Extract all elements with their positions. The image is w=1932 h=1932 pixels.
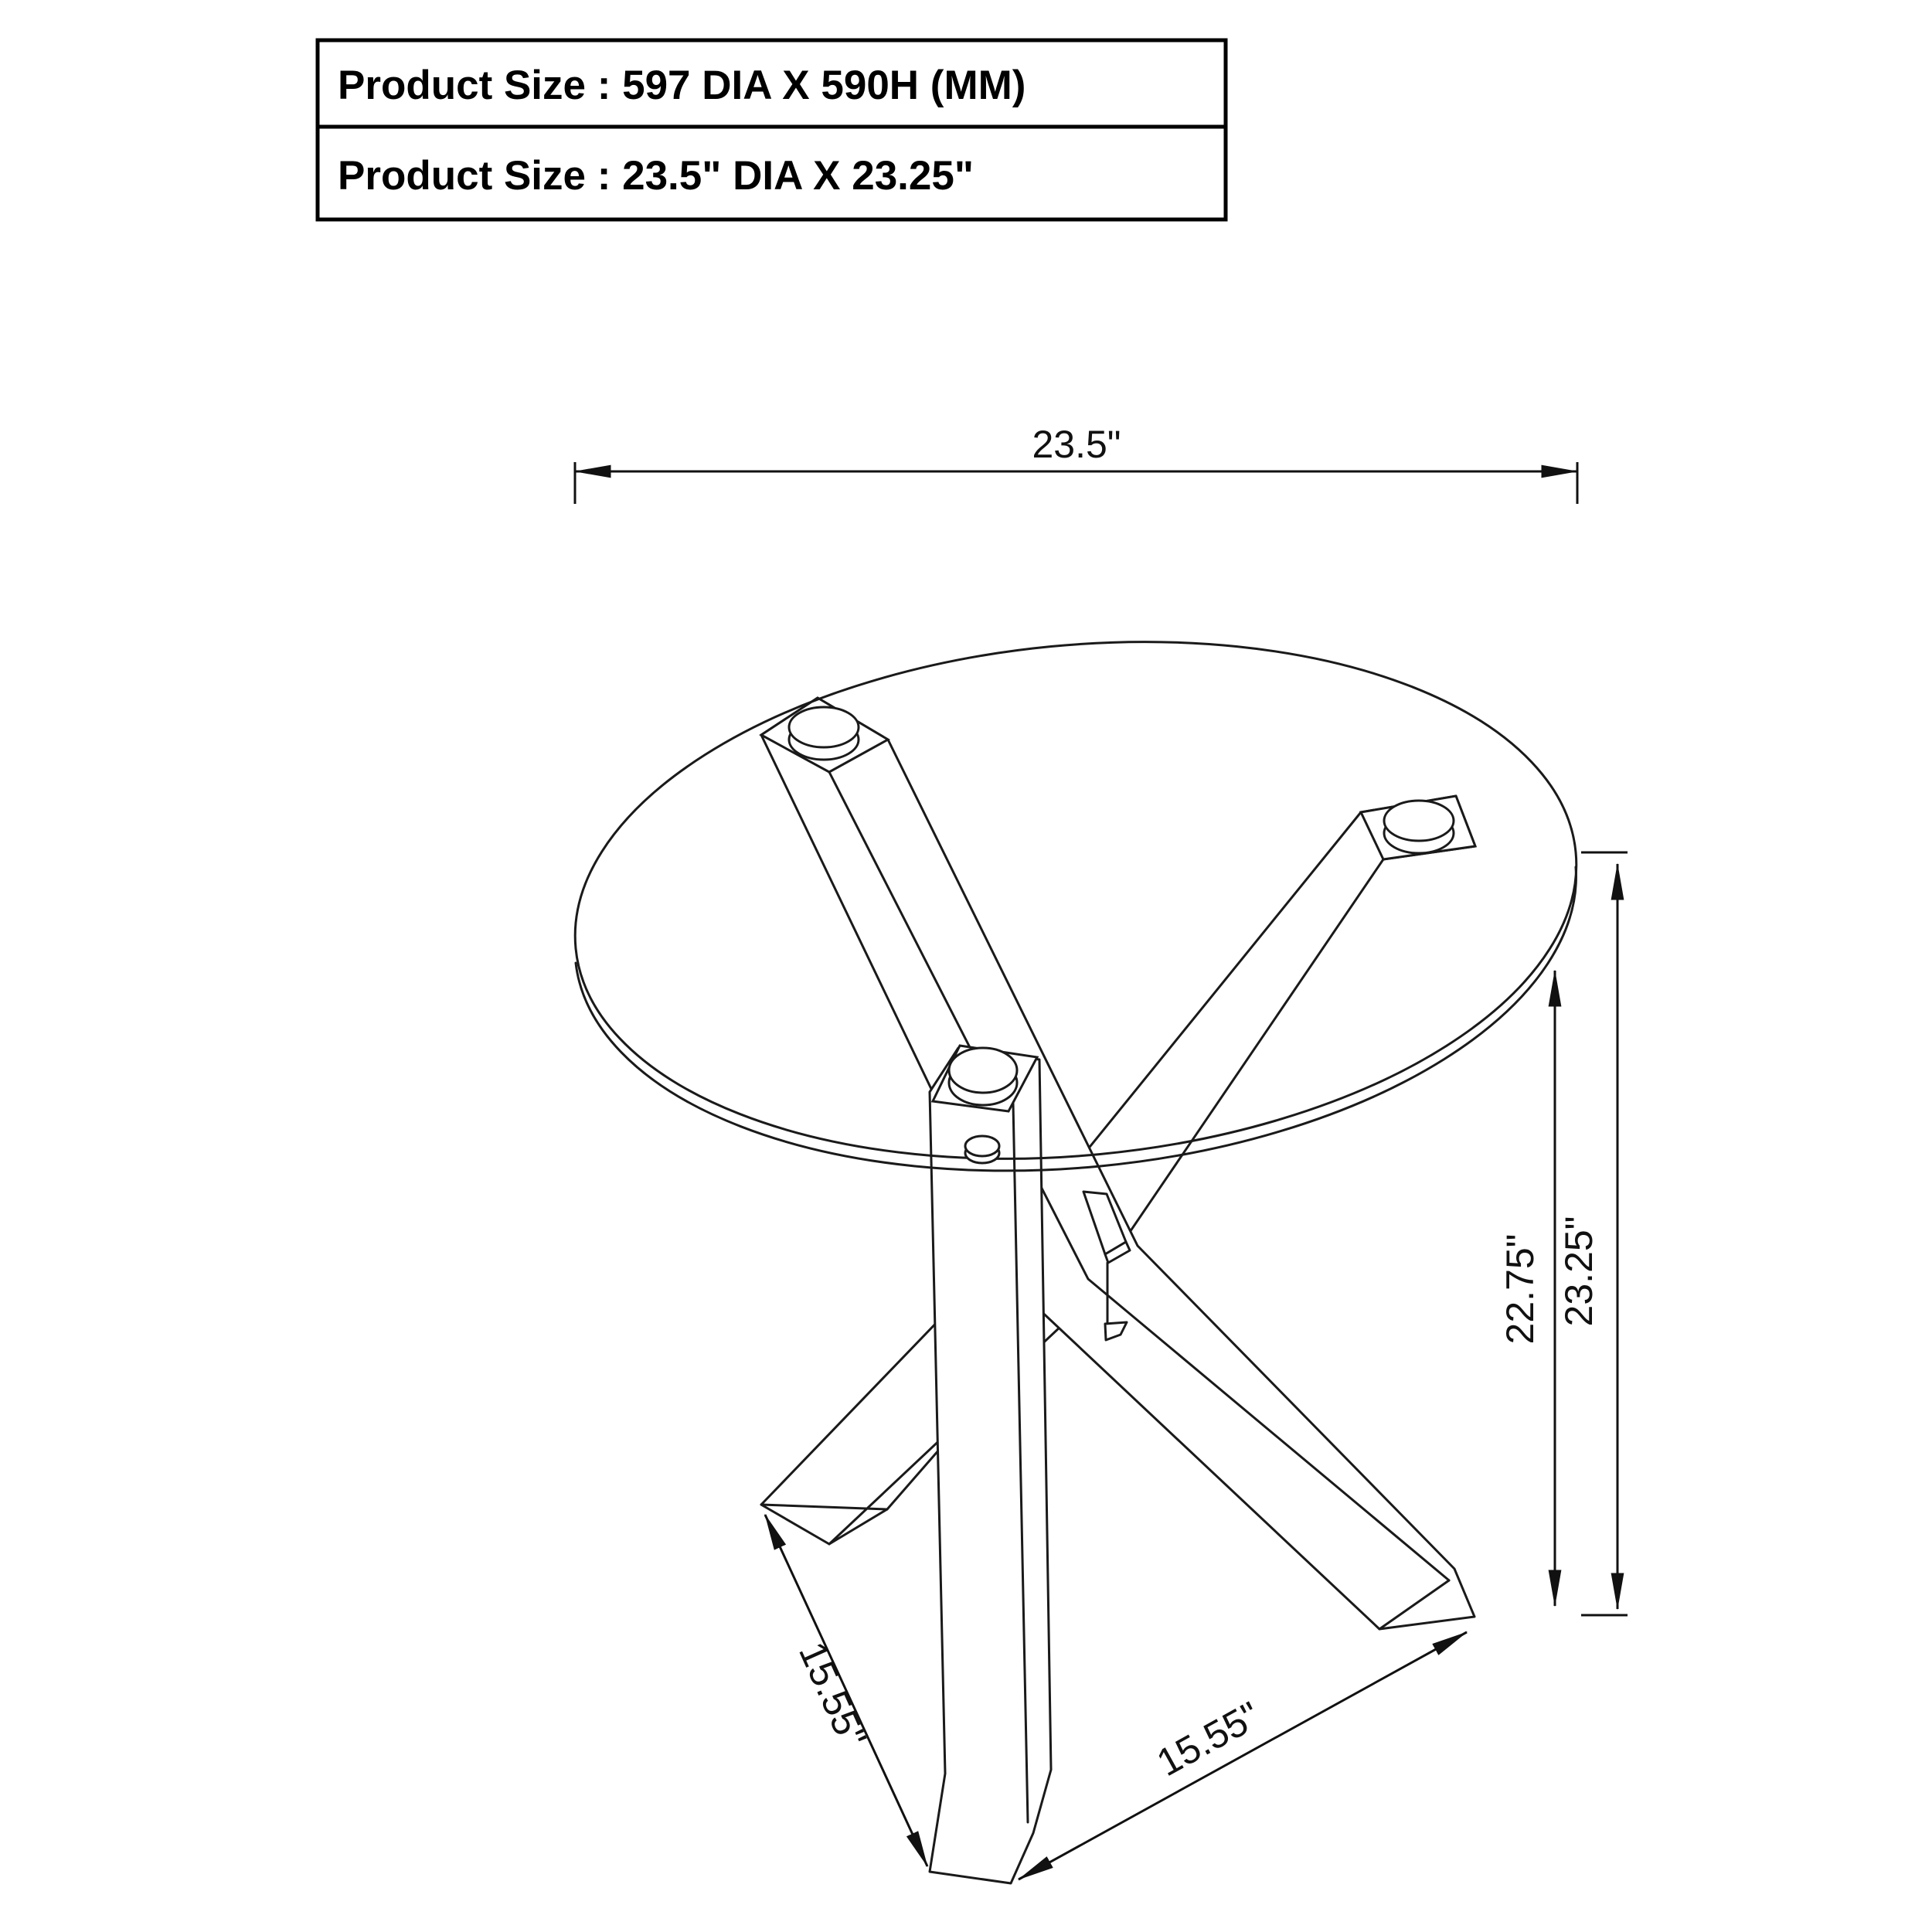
- dim-foot-right-label: 15.55": [1149, 1693, 1267, 1785]
- cap-upper-left-pad: [789, 707, 859, 747]
- leg-front: [930, 1048, 1051, 1883]
- spec-box: [318, 40, 1226, 219]
- spec-row-inches: Product Size : 23.5" DIA X 23.25": [338, 153, 974, 199]
- dim-top-label: 23.5": [1032, 423, 1121, 466]
- edge-bolt-head: [965, 1136, 999, 1156]
- cap-right: [1361, 796, 1475, 859]
- dim-top-diameter: [575, 423, 1577, 504]
- leg-front-silhouette: [930, 1048, 1051, 1883]
- dim-foot-right-line: [1019, 1632, 1467, 1879]
- dim-underside-height: [1498, 971, 1555, 1606]
- dim-foot-left: [765, 1515, 927, 1866]
- spec-row-mm: Product Size : 597 DIA X 590H (MM): [338, 63, 1026, 108]
- dim-overall-label: 23.25": [1557, 1216, 1600, 1327]
- edge-bolt: [965, 1136, 999, 1163]
- dim-overall-height: [1557, 852, 1628, 1615]
- cap-center-pad: [949, 1048, 1017, 1093]
- dim-underside-label: 22.75": [1498, 1233, 1542, 1345]
- cap-right-pad: [1384, 801, 1454, 841]
- table-drawing: [551, 598, 1600, 1883]
- dim-foot-right: [1019, 1632, 1467, 1879]
- glass-top: [551, 598, 1600, 1202]
- dim-foot-left-label: 15.55": [790, 1635, 876, 1754]
